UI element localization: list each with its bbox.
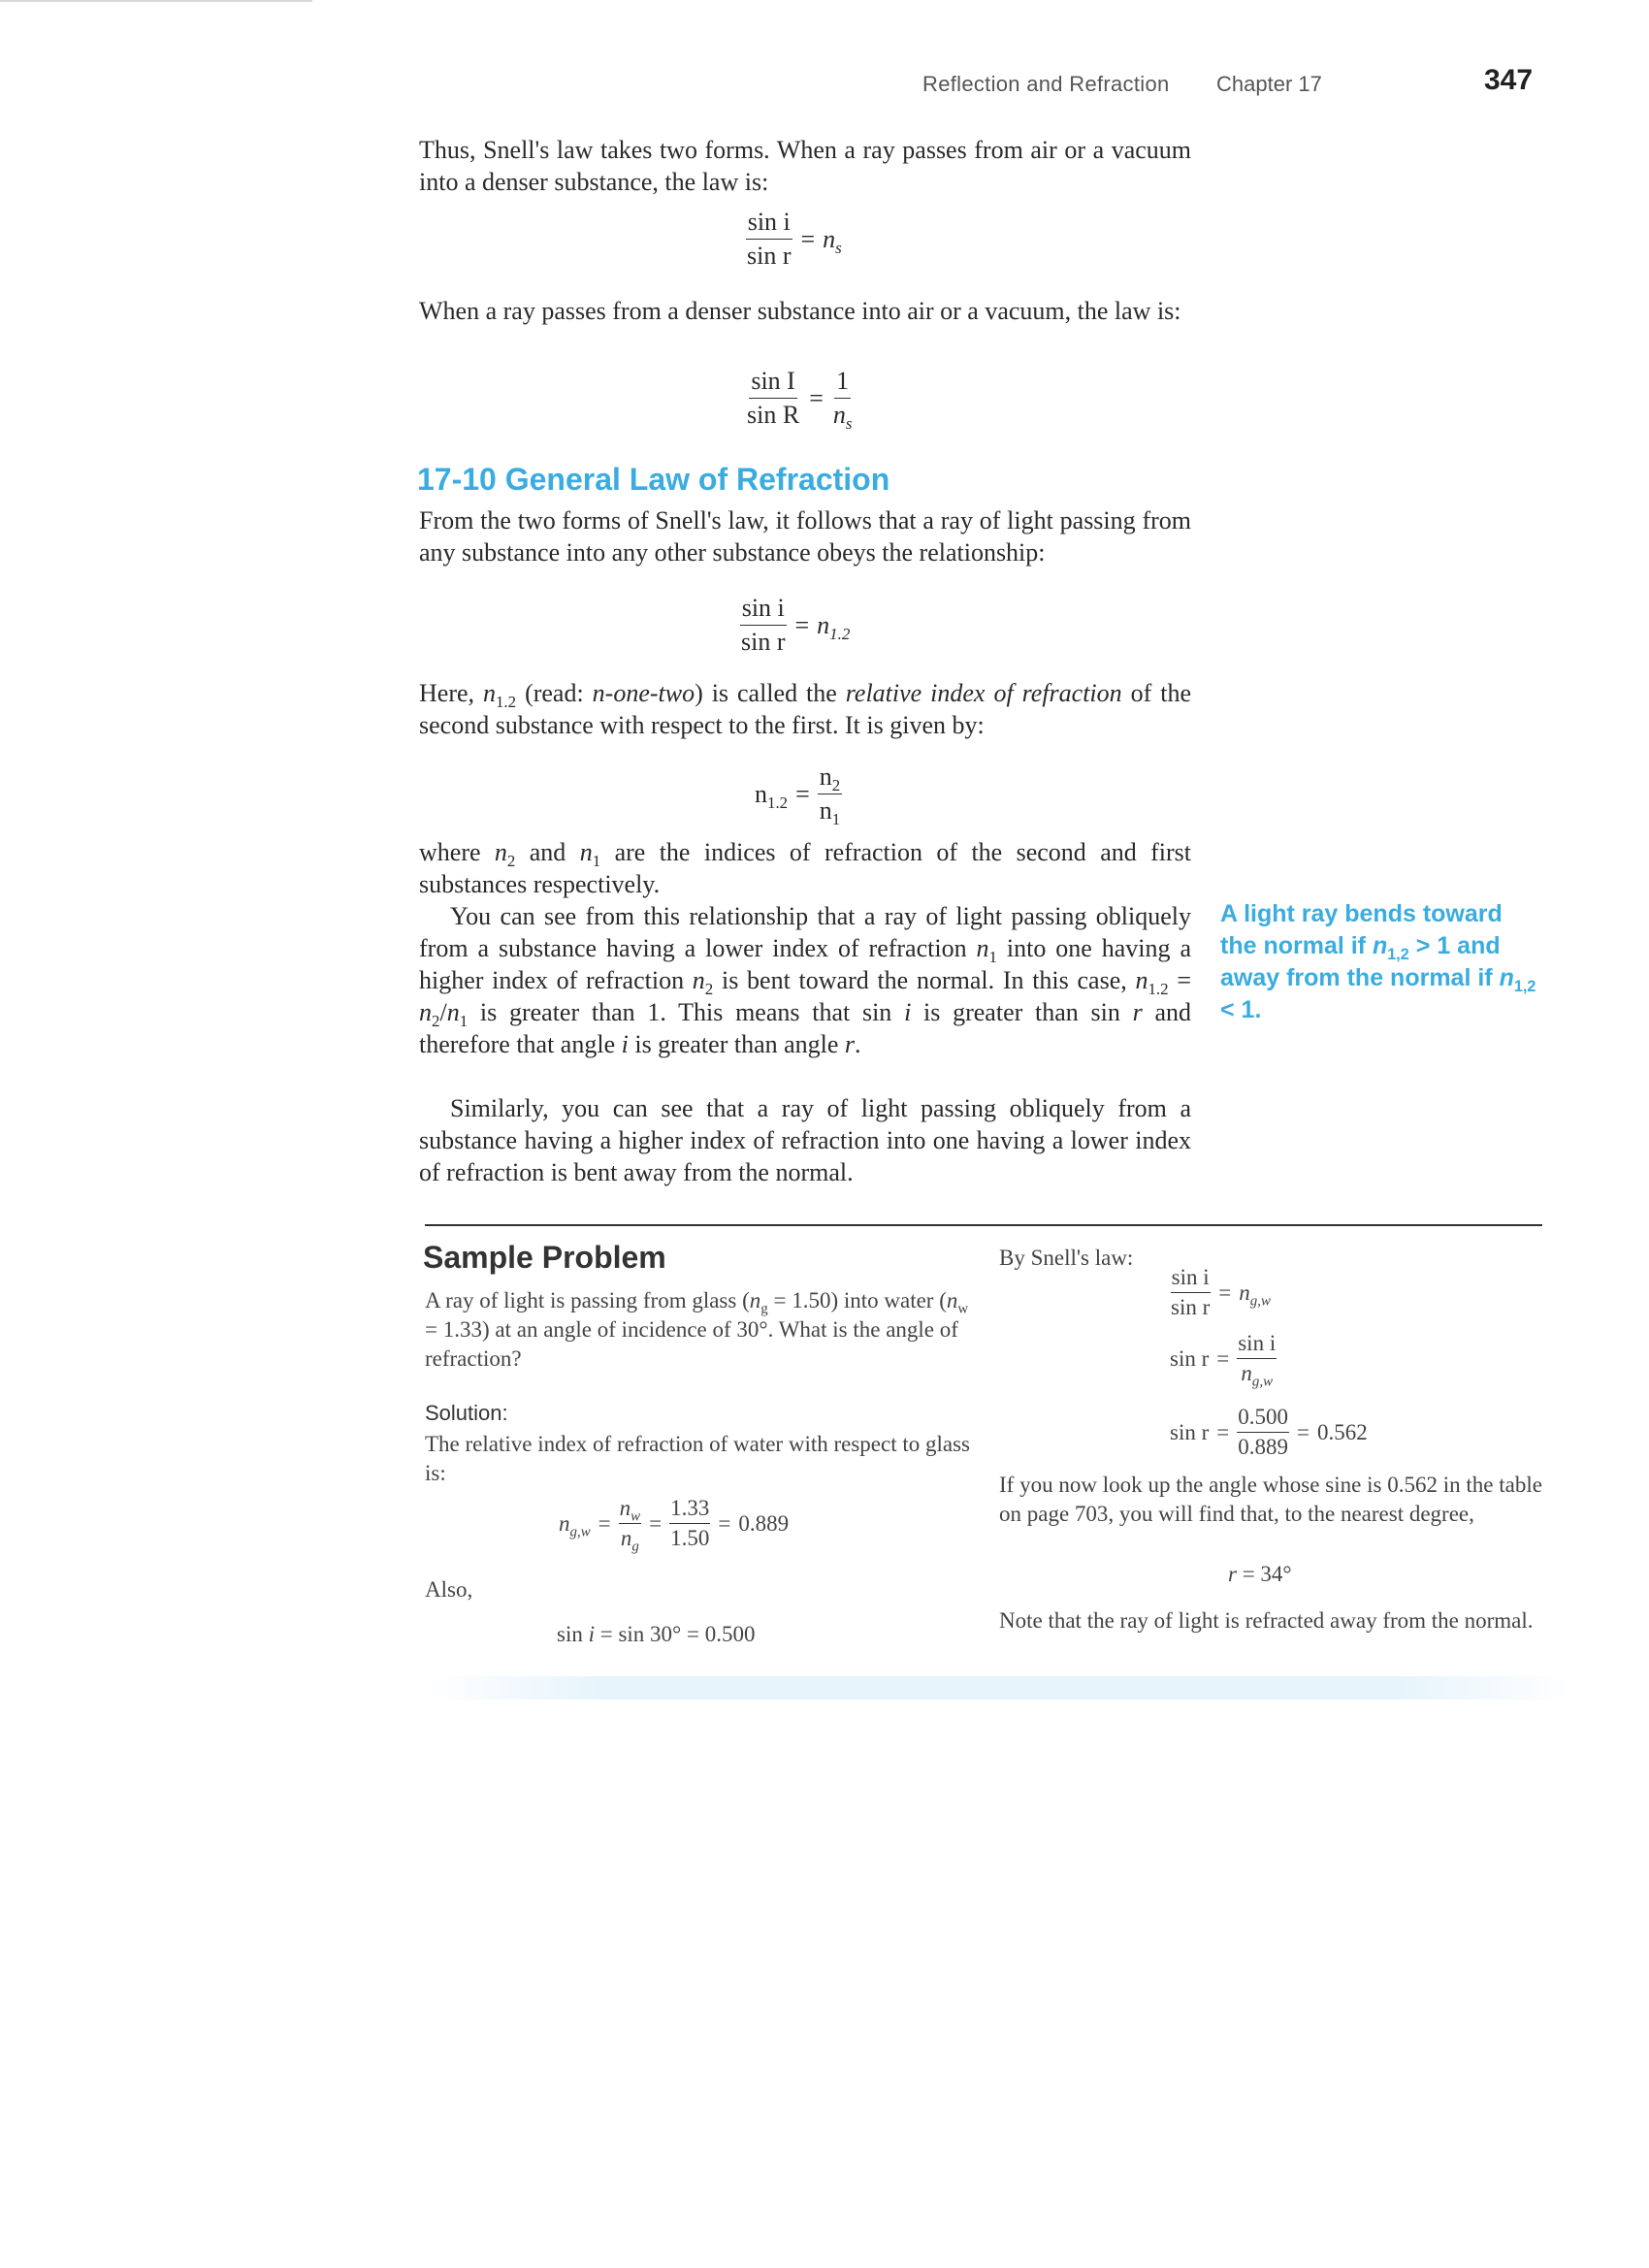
fraction xyxy=(745,208,793,271)
equals-sign: = xyxy=(1296,1419,1310,1444)
rhs: $n_s$ xyxy=(823,224,842,257)
running-head-chapter: Chapter 17 xyxy=(1216,72,1322,96)
by-snell-label: By Snell's law: xyxy=(999,1246,1134,1270)
denominator: sin r xyxy=(741,628,786,656)
numerator: sin i xyxy=(1237,1331,1277,1359)
numerator: 1 xyxy=(834,367,851,399)
sine-refraction-value-equation xyxy=(1170,1405,1368,1460)
fraction-indices xyxy=(619,1496,641,1555)
result: 0.889 xyxy=(738,1510,790,1536)
relative-index-calculation xyxy=(559,1496,790,1555)
sample-problem-bottom-tint xyxy=(427,1676,1571,1700)
relative-index-equation xyxy=(755,762,842,829)
intro-paragraph-1: Thus, Snell's law takes two forms. When a ray passes from air or a vacuum into a denser substance, the law is: xyxy=(419,136,1191,196)
solution-text: The relative index of refraction of water with respect to glass is: xyxy=(425,1432,970,1485)
section-paragraph-3: where $n_2$ and $n_1$ are the indices of refraction of the second and first substances respectively. xyxy=(419,838,1192,898)
numerator: sin i xyxy=(1171,1265,1211,1293)
equals-sign: = xyxy=(809,383,824,412)
sample-problem-title: Sample Problem xyxy=(423,1240,666,1275)
equals-sign: = xyxy=(800,224,816,253)
numerator: 1.33 xyxy=(669,1496,710,1524)
lhs: sin r xyxy=(1170,1345,1210,1371)
fraction xyxy=(1170,1265,1211,1320)
denominator: $n_{g,w}$ xyxy=(1241,1361,1274,1390)
numerator: $n_2$ xyxy=(819,762,841,795)
sine-refraction-equation xyxy=(1170,1331,1277,1390)
denominator: sin R xyxy=(747,401,800,429)
sine-incidence-equation: sin i = sin 30° = 0.500 xyxy=(557,1622,756,1646)
sample-problem-rule xyxy=(425,1224,1542,1226)
intro-paragraph-2: When a ray passes from a denser substance into air or a vacuum, the law is: xyxy=(419,297,1181,325)
fraction xyxy=(745,367,801,430)
rhs: $n_{g,w}$ xyxy=(1239,1280,1271,1310)
rhs: $n_{1.2}$ xyxy=(817,610,851,643)
numerator: 0.500 xyxy=(1237,1405,1289,1433)
denominator: $n_g$ xyxy=(620,1526,639,1555)
section-paragraph-1: From the two forms of Snell's law, it follows that a ray of light passing from any substance into any other substance obeys the relationship: xyxy=(419,506,1191,567)
fraction-rhs xyxy=(831,367,855,434)
sample-problem-prompt: A ray of light is passing from glass $(n_g = 1.50)$ into water $(n_w = 1.33)$ at an angle of incidence of 30°. What is the angle of refraction? xyxy=(425,1288,969,1371)
answer-equation: r = 34° xyxy=(1228,1562,1292,1586)
numerator: sin i xyxy=(746,208,792,240)
closing-note: Note that the ray of light is refracted away from the normal. xyxy=(999,1608,1534,1633)
fraction xyxy=(818,762,842,829)
section-heading: 17-10 General Law of Refraction xyxy=(417,462,890,497)
equals-sign: = xyxy=(1216,1345,1230,1371)
section-paragraph-5: Similarly, you can see that a ray of light passing obliquely from a substance having a higher index of refraction into one having a lower index of refraction is bent away from the normal. xyxy=(419,1094,1191,1186)
denominator: sin r xyxy=(1171,1295,1211,1319)
lhs: $n_{1.2}$ xyxy=(755,779,789,812)
numerator: $n_w$ xyxy=(619,1496,641,1525)
solution-label: Solution: xyxy=(425,1401,508,1425)
fraction xyxy=(1237,1405,1289,1460)
equals-sign: = xyxy=(598,1510,611,1536)
margin-note: A light ray bends toward the normal if $n_{1,2} > 1$ and away from the normal if $n_{1,2} < 1$. xyxy=(1220,900,1536,1023)
fraction xyxy=(1237,1331,1277,1390)
section-paragraph-4: You can see from this relationship that a ray of light passing obliquely from a substance having a lower index of refraction $n_1$ into one having a higher index of refraction $n_2$ is bent toward the normal. In this case, $n_{1.2} = n_2/n_1$ is greater than 1. This means that sin i is greater than sin r and therefore that angle i is greater than angle r. xyxy=(419,902,1191,1058)
snell-law-equation-2 xyxy=(745,367,854,434)
result: 0.562 xyxy=(1316,1419,1368,1444)
numerator: sin i xyxy=(740,594,787,626)
lhs: $n_{g,w}$ xyxy=(559,1510,591,1540)
denominator: $n_1$ xyxy=(819,796,841,829)
lookup-text: If you now look up the angle whose sine is 0.562 in the table on page 703, you will find that, to the nearest degree, xyxy=(999,1473,1542,1526)
top-edge-line xyxy=(0,0,312,2)
denominator: $n_s$ xyxy=(832,401,853,434)
snell-ratio-equation xyxy=(1170,1265,1271,1320)
fraction xyxy=(739,594,788,657)
fraction-values xyxy=(669,1496,710,1551)
denominator: 0.889 xyxy=(1238,1435,1288,1459)
section-paragraph-2: Here, $n_{1.2}$ (read: n-one-two) is called the relative index of refraction of the second substance with respect to the first. It is given by: xyxy=(419,679,1192,739)
equals-sign: = xyxy=(649,1510,663,1536)
numerator: sin I xyxy=(749,367,797,399)
also-label: Also, xyxy=(425,1577,473,1602)
snell-law-equation-1 xyxy=(745,208,842,271)
equals-sign: = xyxy=(795,779,810,808)
general-law-equation xyxy=(739,594,850,657)
equals-sign: = xyxy=(1218,1280,1232,1305)
lhs: sin r xyxy=(1170,1419,1210,1444)
equals-sign: = xyxy=(794,610,810,639)
running-head-section: Reflection and Refraction xyxy=(922,72,1170,96)
equals-sign: = xyxy=(1216,1419,1230,1444)
page-number: 347 xyxy=(1484,64,1534,96)
running-head xyxy=(0,64,1534,105)
denominator: sin r xyxy=(747,242,792,270)
equals-sign: = xyxy=(718,1510,731,1536)
denominator: 1.50 xyxy=(670,1526,710,1550)
